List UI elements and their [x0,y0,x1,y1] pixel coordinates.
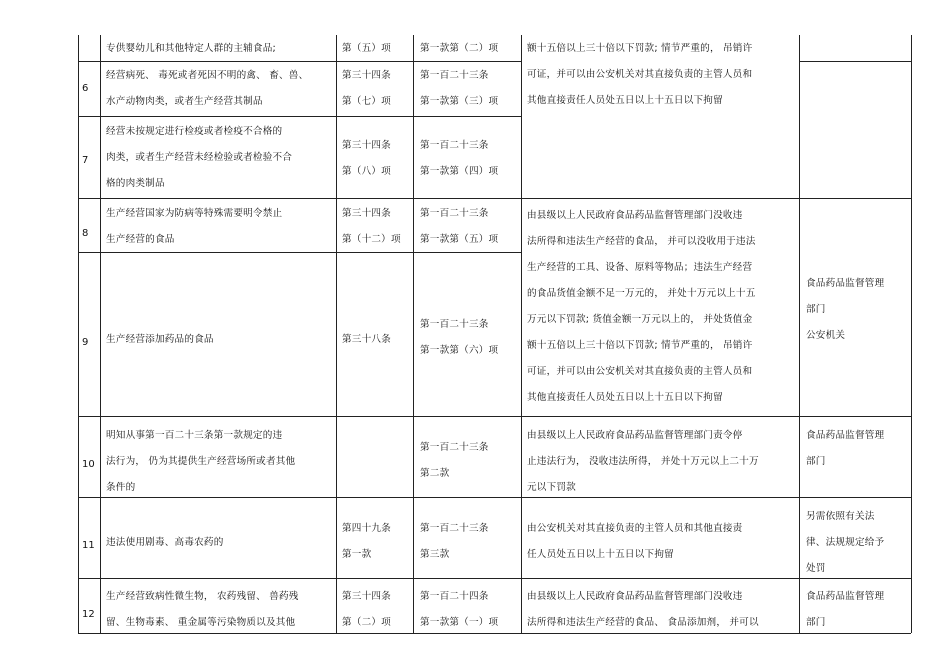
table-rule [100,35,101,633]
table-rule [78,416,911,417]
penalty-text: 由县级以上人民政府食品药品监督管理部门责令停 止违法行为， 没收违法所得， 并处十万元以上二十万 元以下罚款 [527,430,759,493]
row-desc: 经营未按规定进行检疫或者检疫不合格的 肉类，或者生产经营未经检验或者检验不合 格的肉类制品 [106,126,293,189]
row-desc: 生产经营国家为防病等特殊需要明令禁止 生产经营的食品 [106,208,283,245]
table-rule [799,61,911,62]
penalty-text: 由公安机关对其直接负责的主管人员和其他直接责 任人员处五日以上十五日以下拘留 [527,523,743,560]
table-rule [78,198,911,199]
row-clause: 第一百二十三条 第一款第（四）项 [420,140,499,177]
authority-text: 食品药品监督管理 部门 [806,430,885,467]
row-article: 第四十九条 第一款 [342,523,391,560]
table-rule [911,35,912,633]
row-number: 8 [82,228,89,239]
authority-text: 食品药品监督管理 部门 公安机关 [806,278,885,341]
table-rule [413,35,414,633]
row-number: 10 [82,459,95,470]
row-number: 6 [82,83,89,94]
row-article: 第三十四条 第（二）项 [342,591,391,628]
row-desc: 经营病死、 毒死或者死因不明的禽、 畜、兽、 水产动物肉类，或者生产经营其制品 [106,70,309,107]
penalty-text: 由县级以上人民政府食品药品监督管理部门没收违 法所得和违法生产经营的食品、 食品添加剂， 并可以 [527,591,759,628]
row-number: 11 [82,540,95,551]
table-rule [336,35,337,633]
row-number: 7 [82,155,89,166]
table-rule [78,35,79,633]
row-article: 第（五）项 [342,43,391,54]
authority-text: 食品药品监督管理 部门 [806,591,885,628]
row-clause: 第一百二十三条 第三款 [420,523,489,560]
penalty-text: 由县级以上人民政府食品药品监督管理部门没收违 法所得和违法生产经营的食品， 并可以没收用于违法 生产经营的工具、设备、原料等物品；违法生产经营 的食品货值金额不足一万元的， 并处十万元以上十五 万元以下罚款; 货值金额一万元以上的， 并处货值金 额十五倍以上三十倍以下罚款; 情节严重的， 吊销许 可证，并可以由公安机关对其直接负责的主管人员和 其他直接责任人员处五日以上十五日以下拘留 [527,210,756,403]
row-clause: 第一款第（二）项 [420,43,499,54]
table-rule [799,35,800,633]
row-clause: 第一百二十四条 第一款第（一）项 [420,591,499,628]
row-article: 第三十四条 第（十二）项 [342,208,401,245]
row-number: 9 [82,337,89,348]
row-desc: 生产经营添加药品的食品 [106,334,214,345]
row-clause: 第一百二十三条 第一款第（五）项 [420,208,499,245]
table-rule [521,35,522,633]
row-clause: 第一百二十三条 第一款第（六）项 [420,319,499,356]
authority-text: 另需依照有关法 律、法规规定给予 处罚 [806,511,885,574]
row-desc: 明知从事第一百二十三条第一款规定的违 法行为， 仍为其提供生产经营场所或者其他 条件的 [106,430,296,493]
table-rule [78,116,521,117]
row-desc: 生产经营致病性微生物， 农药残留、 兽药残 留、生物毒素、 重金属等污染物质以及其他 [106,591,299,628]
row-article: 第三十四条 第（七）项 [342,70,391,107]
row-clause: 第一百二十三条 第二款 [420,442,489,479]
row-desc: 违法使用剧毒、高毒农药的 [106,537,224,548]
row-number: 12 [82,609,95,620]
row-clause: 第一百二十三条 第一款第（三）项 [420,70,499,107]
table-rule [78,578,911,579]
penalty-text: 额十五倍以上三十倍以下罚款; 情节严重的， 吊销许 可证，并可以由公安机关对其直接负责的主管人员和 其他直接责任人员处五日以上十五日以下拘留 [527,43,753,106]
row-article: 第三十四条 第（八）项 [342,140,391,177]
row-desc: 专供婴幼儿和其他特定人群的主辅食品; [106,43,276,54]
row-article: 第三十八条 [342,334,391,345]
